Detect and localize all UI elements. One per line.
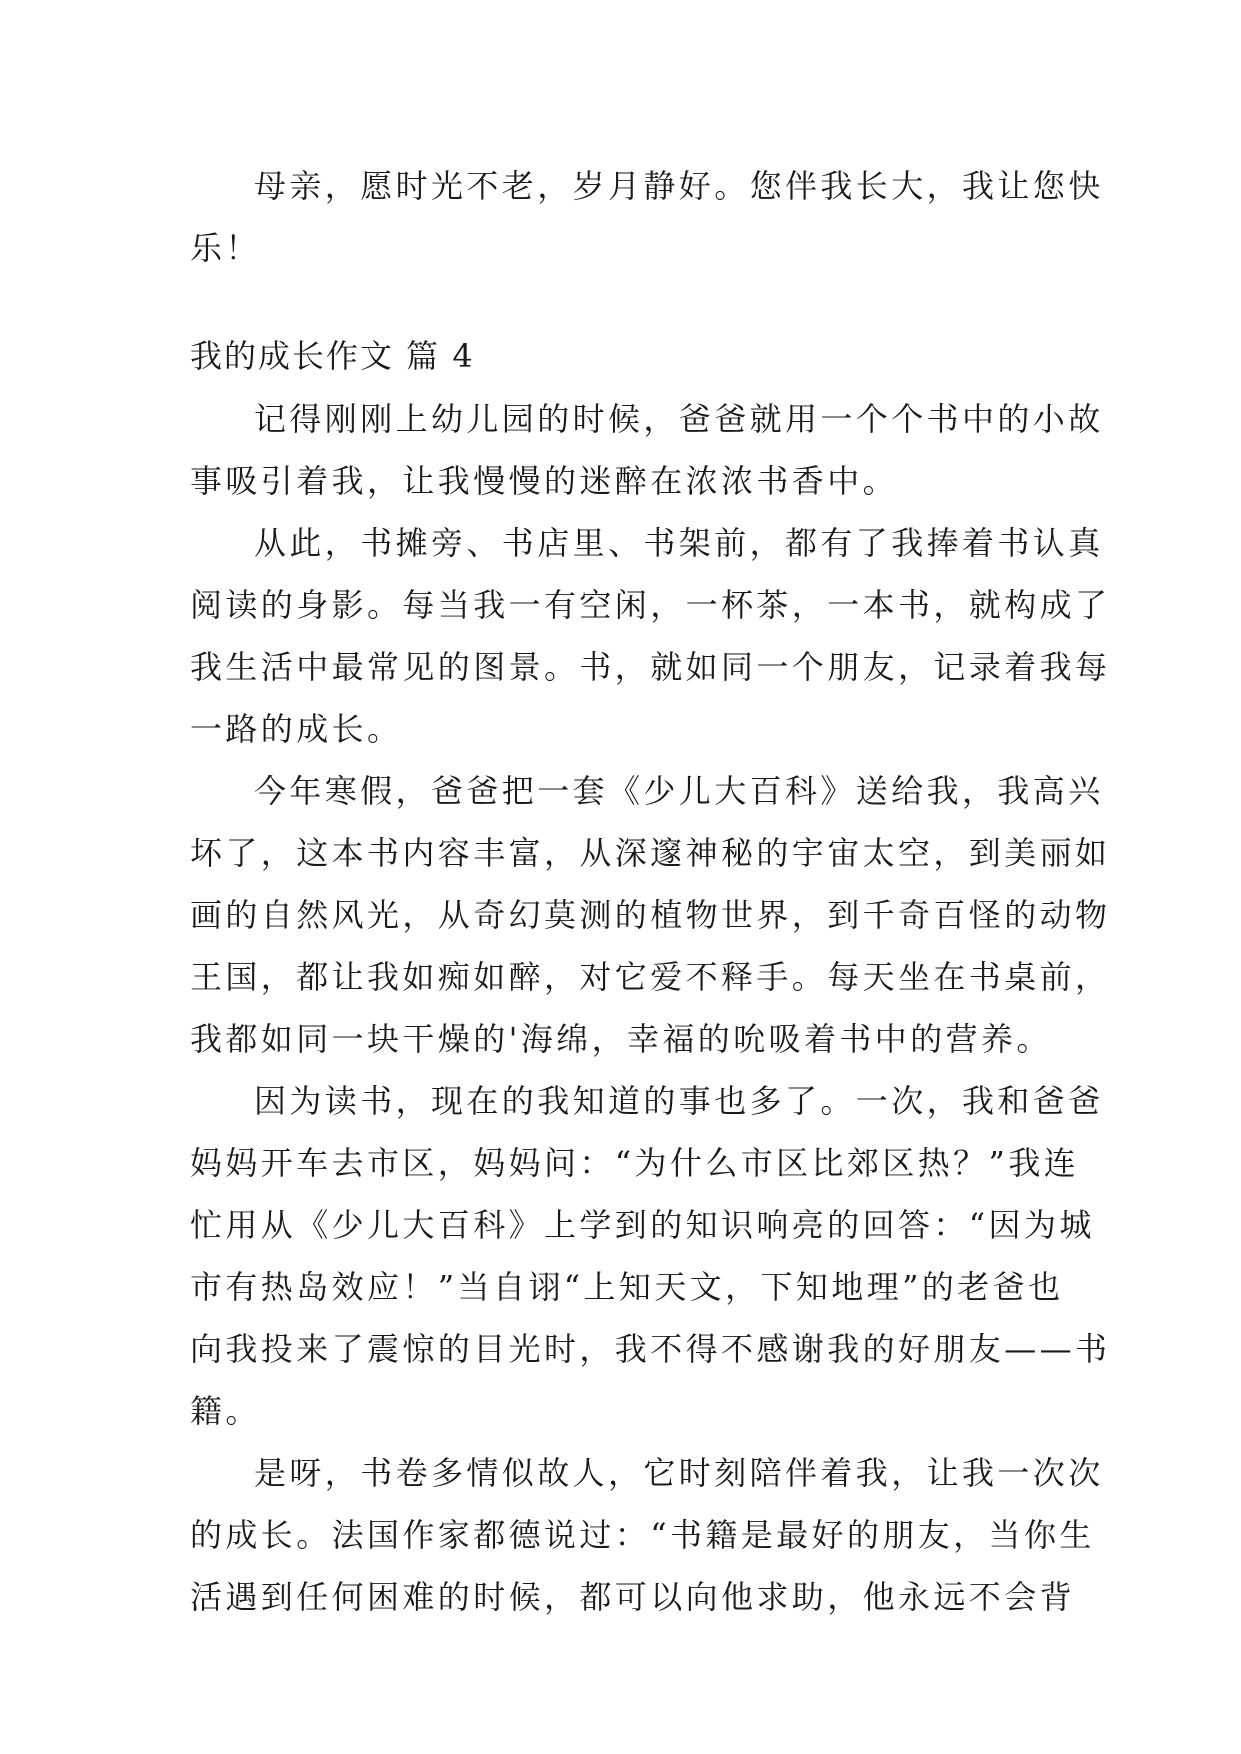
paragraph-line: 从此，书摊旁、书店里、书架前，都有了我捧着书认真 [254,524,1104,562]
paragraph-line: 阅读的身影。每当我一有空闲，一杯茶，一本书，就构成了 [190,586,1111,624]
paragraph-line: 王国，都让我如痴如醉，对它爱不释手。每天坐在书桌前， [190,958,1111,996]
paragraph-line: 一路的成长。 [190,710,403,748]
paragraph-line: 妈妈开车去市区，妈妈问：“为什么市区比郊区热？”我连 [190,1144,1080,1182]
paragraph-line: 我都如同一块干燥的'海绵，幸福的吮吸着书中的营养。 [190,1020,1052,1058]
paragraph-line: 乐！ [190,229,261,267]
paragraph-line: 坏了，这本书内容丰富，从深邃神秘的宇宙太空，到美丽如 [190,834,1111,872]
section-title: 我的成长作文 篇 4 [190,337,475,375]
paragraph-line: 籍。 [190,1392,261,1430]
paragraph-line: 的成长。法国作家都德说过：“书籍是最好的朋友，当你生 [190,1516,1095,1554]
paragraph-line: 向我投来了震惊的目光时，我不得不感谢我的好朋友——书 [190,1330,1111,1368]
paragraph-line: 忙用从《少儿大百科》上学到的知识响亮的回答：“因为城 [190,1206,1095,1244]
paragraph-line: 今年寒假，爸爸把一套《少儿大百科》送给我，我高兴 [254,772,1104,810]
paragraph-line: 市有热岛效应！”当自诩“上知天文，下知地理”的老爸也 [190,1268,1064,1306]
paragraph-line: 活遇到任何困难的时候，都可以向他求助，他永远不会背 [190,1578,1076,1616]
paragraph-line: 记得刚刚上幼儿园的时候，爸爸就用一个个书中的小故 [254,400,1104,438]
paragraph-line: 我生活中最常见的图景。书，就如同一个朋友，记录着我每 [190,648,1111,686]
paragraph-line: 事吸引着我，让我慢慢的迷醉在浓浓书香中。 [190,462,899,500]
paragraph-line: 是呀，书卷多情似故人，它时刻陪伴着我，让我一次次 [254,1454,1104,1492]
paragraph-line: 母亲，愿时光不老，岁月静好。您伴我长大，我让您快 [254,167,1104,205]
paragraph-line: 因为读书，现在的我知道的事也多了。一次，我和爸爸 [254,1082,1104,1120]
paragraph-line: 画的自然风光，从奇幻莫测的植物世界，到千奇百怪的动物 [190,896,1111,934]
